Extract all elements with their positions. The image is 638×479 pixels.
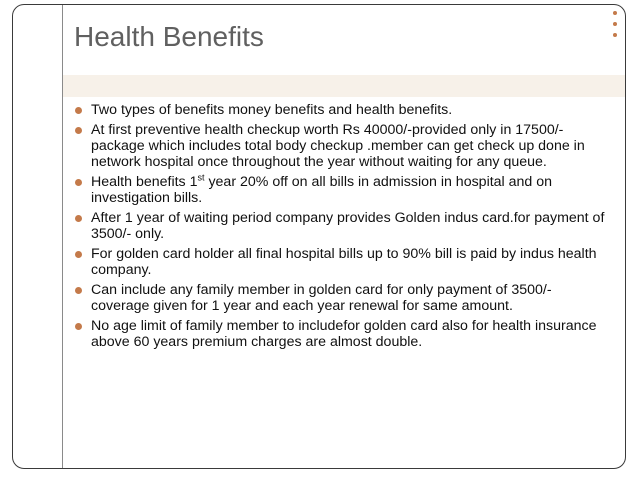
round-bullet-icon (75, 251, 82, 258)
round-bullet-icon (75, 323, 82, 330)
dot-column-icon (613, 11, 617, 44)
bullet-item (73, 246, 613, 278)
slide-title: Health Benefits (74, 21, 264, 52)
slide-frame (12, 4, 626, 469)
bullet-item (73, 174, 613, 206)
round-bullet-icon (75, 179, 82, 186)
bullet-text: For golden card holder all final hospital bills up to 90% bill is paid by indus health company. (91, 246, 597, 278)
bullet-item (73, 102, 613, 118)
title-band (63, 75, 625, 97)
bullet-text-superscript: st (197, 172, 205, 183)
round-bullet-icon (75, 127, 82, 134)
bullet-item (73, 210, 613, 242)
bullet-text-post: year 20% off on all bills in admission in hospital and on investigation bills. (91, 174, 553, 206)
bullet-text: Can include any family member in golden card for only payment of 3500/- coverage given for 1 year and each year renewal for same amount. (91, 282, 552, 314)
bullet-text-pre: Health benefits 1 (91, 174, 198, 190)
bullet-text: No age limit of family member to includefor golden card also for health insurance above 60 years premium charges are almost double. (91, 318, 597, 350)
round-bullet-icon (75, 287, 82, 294)
bullet-item (73, 318, 613, 350)
bullet-text: After 1 year of waiting period company provides Golden indus card.for payment of 3500/- only. (91, 210, 605, 242)
round-bullet-icon (75, 215, 82, 222)
bullet-item (73, 122, 613, 170)
bullet-text: Two types of benefits money benefits and health benefits. (91, 102, 453, 118)
bullet-list (73, 102, 613, 354)
round-bullet-icon (75, 107, 82, 114)
bullet-text: At first preventive health checkup worth Rs 40000/-provided only in 17500/- package which includes total body checkup .member can get check up done in network hospital once throughout the year without waiting for any queue. (91, 122, 585, 170)
bullet-item (73, 282, 613, 314)
